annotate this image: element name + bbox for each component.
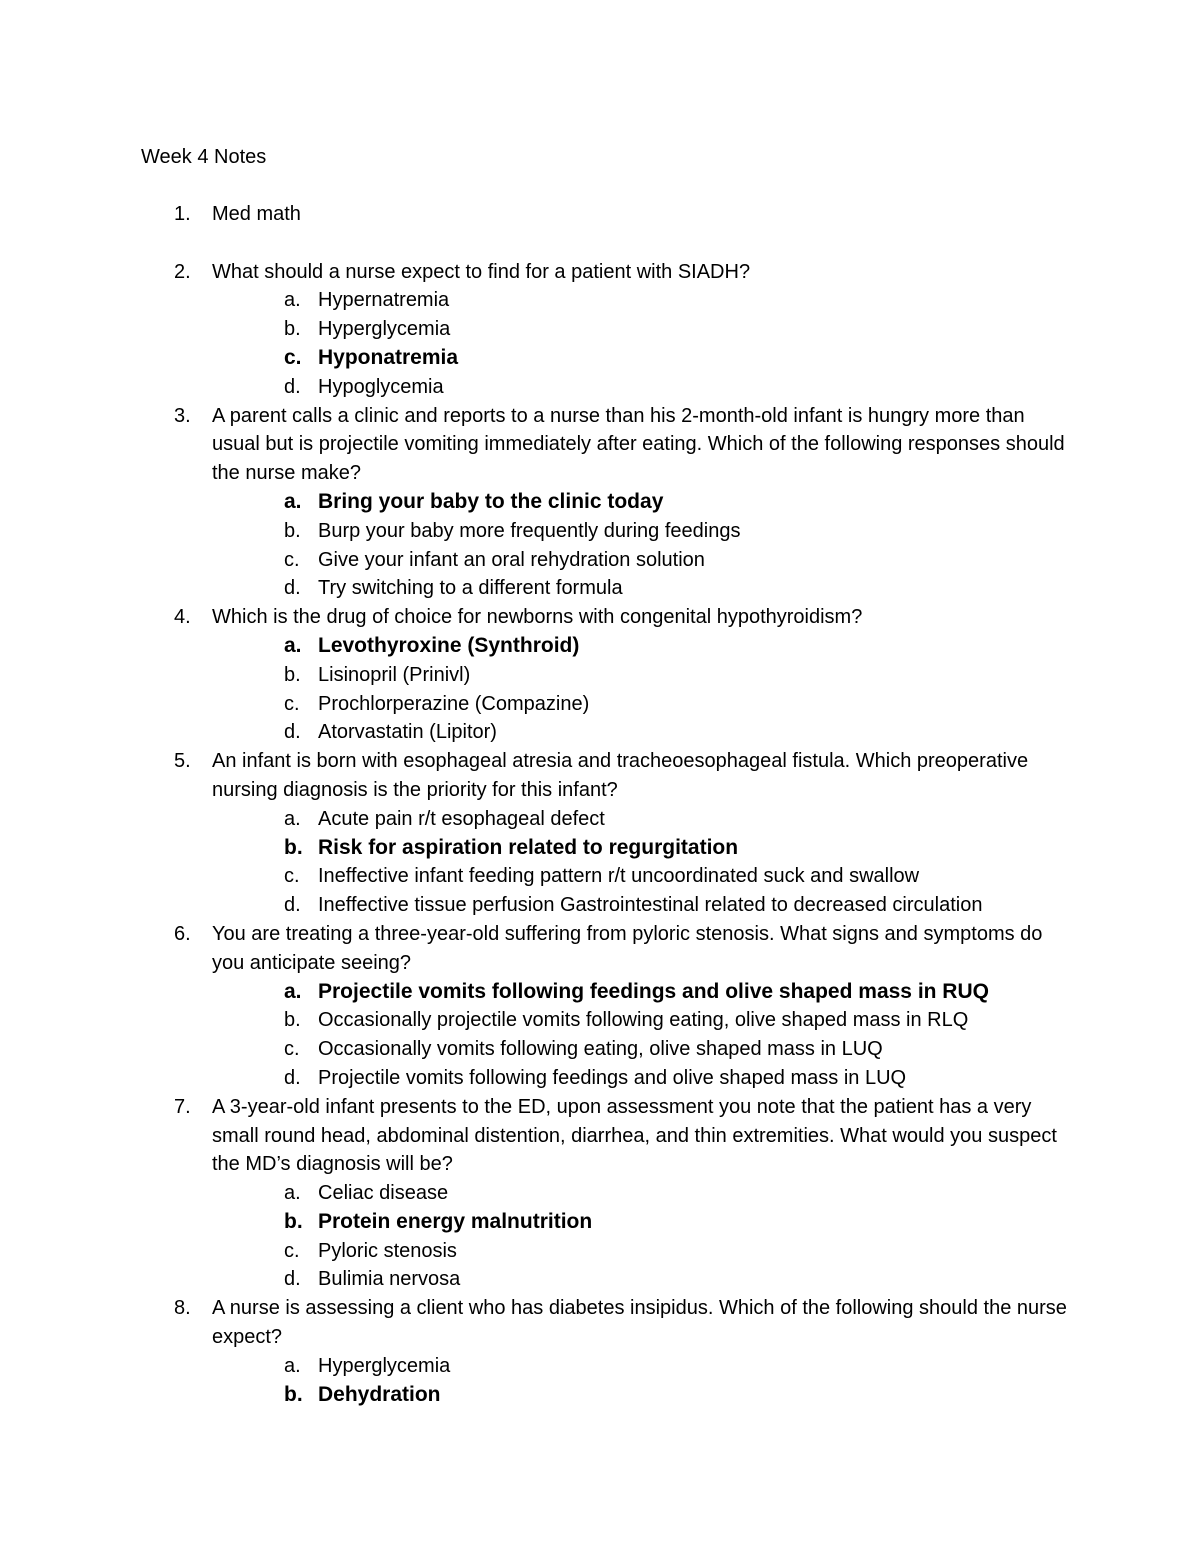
option-letter: a. bbox=[284, 807, 301, 830]
answer-option bbox=[0, 805, 1200, 834]
answer-option bbox=[0, 661, 1200, 690]
answer-option bbox=[0, 546, 1200, 575]
question-text: Med math bbox=[212, 203, 301, 225]
option-text: Prochlorperazine (Compazine) bbox=[318, 692, 590, 715]
answer-option-correct bbox=[0, 632, 1200, 661]
answer-option bbox=[0, 315, 1200, 344]
question-item bbox=[0, 920, 1200, 978]
option-text: Hyperglycemia bbox=[318, 1354, 451, 1377]
question-item bbox=[0, 258, 1200, 287]
answer-option-correct bbox=[0, 488, 1200, 517]
option-letter: b. bbox=[284, 835, 303, 859]
option-letter: d. bbox=[284, 375, 301, 398]
option-text: Burp your baby more frequently during feedings bbox=[318, 519, 741, 542]
question-list bbox=[0, 200, 1200, 1409]
option-letter: d. bbox=[284, 1066, 301, 1089]
question-text: An infant is born with esophageal atresia and tracheoesophageal fistula. Which preoperative nursing diagnosis is the priority for this infant? bbox=[212, 750, 1029, 801]
option-letter: c. bbox=[284, 1038, 300, 1061]
option-text: Pyloric stenosis bbox=[318, 1239, 457, 1262]
option-text: Dehydration bbox=[318, 1382, 441, 1406]
answer-option bbox=[0, 891, 1200, 920]
question-text: A 3-year-old infant presents to the ED, upon assessment you note that the patient has a very small round head, abdominal distention, diarrhea, and thin extremities. What would you suspect the MD’s diagnosis will be? bbox=[212, 1095, 1057, 1176]
question-number: 2. bbox=[174, 260, 191, 283]
option-text: Celiac disease bbox=[318, 1182, 449, 1205]
question-number: 1. bbox=[174, 203, 191, 225]
question-number: 3. bbox=[174, 404, 191, 427]
answer-option bbox=[0, 286, 1200, 315]
answer-option bbox=[0, 574, 1200, 603]
question-item bbox=[0, 1093, 1200, 1179]
option-letter: d. bbox=[284, 721, 301, 744]
question-number: 8. bbox=[174, 1297, 191, 1320]
question-number: 4. bbox=[174, 606, 191, 629]
option-text: Projectile vomits following feedings and olive shaped mass in RUQ bbox=[318, 979, 989, 1003]
answer-option bbox=[0, 1352, 1200, 1381]
option-text: Bulimia nervosa bbox=[318, 1268, 461, 1291]
option-letter: d. bbox=[284, 894, 301, 917]
question-item bbox=[0, 402, 1200, 488]
answer-option bbox=[0, 690, 1200, 719]
option-text: Occasionally vomits following eating, olive shaped mass in LUQ bbox=[318, 1038, 883, 1061]
option-text: Atorvastatin (Lipitor) bbox=[318, 721, 497, 744]
question-text: A nurse is assessing a client who has diabetes insipidus. Which of the following should the nurse expect? bbox=[212, 1297, 1067, 1349]
option-text: Hypernatremia bbox=[318, 289, 450, 312]
option-letter: a. bbox=[284, 489, 302, 513]
option-letter: b. bbox=[284, 318, 301, 341]
answer-option-correct bbox=[0, 1208, 1200, 1237]
option-letter: a. bbox=[284, 289, 301, 312]
option-letter: d. bbox=[284, 577, 301, 600]
page-title: Week 4 Notes bbox=[141, 146, 267, 168]
answer-option bbox=[0, 862, 1200, 891]
question-number: 5. bbox=[174, 750, 191, 773]
question-item bbox=[0, 747, 1200, 805]
option-letter: c. bbox=[284, 692, 300, 715]
question-text: A parent calls a clinic and reports to a nurse than his 2-month-old infant is hungry more than usual but is projectile vomiting immediately after eating. Which of the following responses should the nurse make? bbox=[212, 404, 1065, 485]
option-text: Give your infant an oral rehydration solution bbox=[318, 548, 705, 571]
question-number: 6. bbox=[174, 922, 191, 945]
answer-option bbox=[0, 1064, 1200, 1093]
option-text: Protein energy malnutrition bbox=[318, 1209, 593, 1233]
option-text: Occasionally projectile vomits following eating, olive shaped mass in RLQ bbox=[318, 1009, 969, 1032]
option-letter: c. bbox=[284, 548, 300, 571]
option-text: Bring your baby to the clinic today bbox=[318, 489, 664, 513]
option-letter: b. bbox=[284, 1009, 301, 1032]
option-text: Hyperglycemia bbox=[318, 318, 451, 341]
option-text: Lisinopril (Prinivl) bbox=[318, 663, 471, 686]
option-text: Ineffective infant feeding pattern r/t uncoordinated suck and swallow bbox=[318, 865, 920, 888]
option-text: Hypoglycemia bbox=[318, 375, 444, 398]
option-letter: b. bbox=[284, 663, 301, 686]
question-number: 7. bbox=[174, 1095, 191, 1118]
option-text: Ineffective tissue perfusion Gastrointestinal related to decreased circulation bbox=[318, 894, 983, 917]
option-letter: a. bbox=[284, 1354, 301, 1377]
question-item bbox=[0, 603, 1200, 632]
question-item bbox=[0, 1294, 1200, 1352]
option-text: Levothyroxine (Synthroid) bbox=[318, 633, 580, 657]
answer-option bbox=[0, 1237, 1200, 1266]
option-letter: a. bbox=[284, 633, 302, 657]
answer-option-correct bbox=[0, 1381, 1200, 1410]
option-letter: b. bbox=[284, 519, 301, 542]
answer-option-correct bbox=[0, 834, 1200, 863]
answer-option bbox=[0, 1179, 1200, 1208]
answer-option-correct bbox=[0, 344, 1200, 373]
option-letter: c. bbox=[284, 1239, 300, 1262]
question-text: You are treating a three-year-old suffering from pyloric stenosis. What signs and symptoms do you anticipate seeing? bbox=[212, 922, 1043, 974]
option-letter: c. bbox=[284, 865, 300, 888]
option-letter: a. bbox=[284, 979, 302, 1003]
option-text: Projectile vomits following feedings and olive shaped mass in LUQ bbox=[318, 1066, 907, 1089]
question-item bbox=[0, 200, 1200, 229]
answer-option bbox=[0, 373, 1200, 402]
option-text: Hyponatremia bbox=[318, 345, 459, 369]
option-text: Risk for aspiration related to regurgitation bbox=[318, 835, 739, 859]
answer-option bbox=[0, 718, 1200, 747]
answer-option-correct bbox=[0, 978, 1200, 1007]
option-letter: c. bbox=[284, 345, 302, 369]
option-letter: b. bbox=[284, 1209, 303, 1233]
option-letter: d. bbox=[284, 1268, 301, 1291]
answer-option bbox=[0, 517, 1200, 546]
answer-option bbox=[0, 1006, 1200, 1035]
option-letter: b. bbox=[284, 1382, 303, 1406]
answer-option bbox=[0, 1265, 1200, 1294]
option-letter: a. bbox=[284, 1182, 301, 1205]
option-text: Acute pain r/t esophageal defect bbox=[318, 807, 605, 830]
question-text: What should a nurse expect to find for a patient with SIADH? bbox=[212, 260, 751, 283]
answer-option bbox=[0, 1035, 1200, 1064]
option-text: Try switching to a different formula bbox=[318, 577, 623, 600]
question-text: Which is the drug of choice for newborns with congenital hypothyroidism? bbox=[212, 606, 863, 629]
